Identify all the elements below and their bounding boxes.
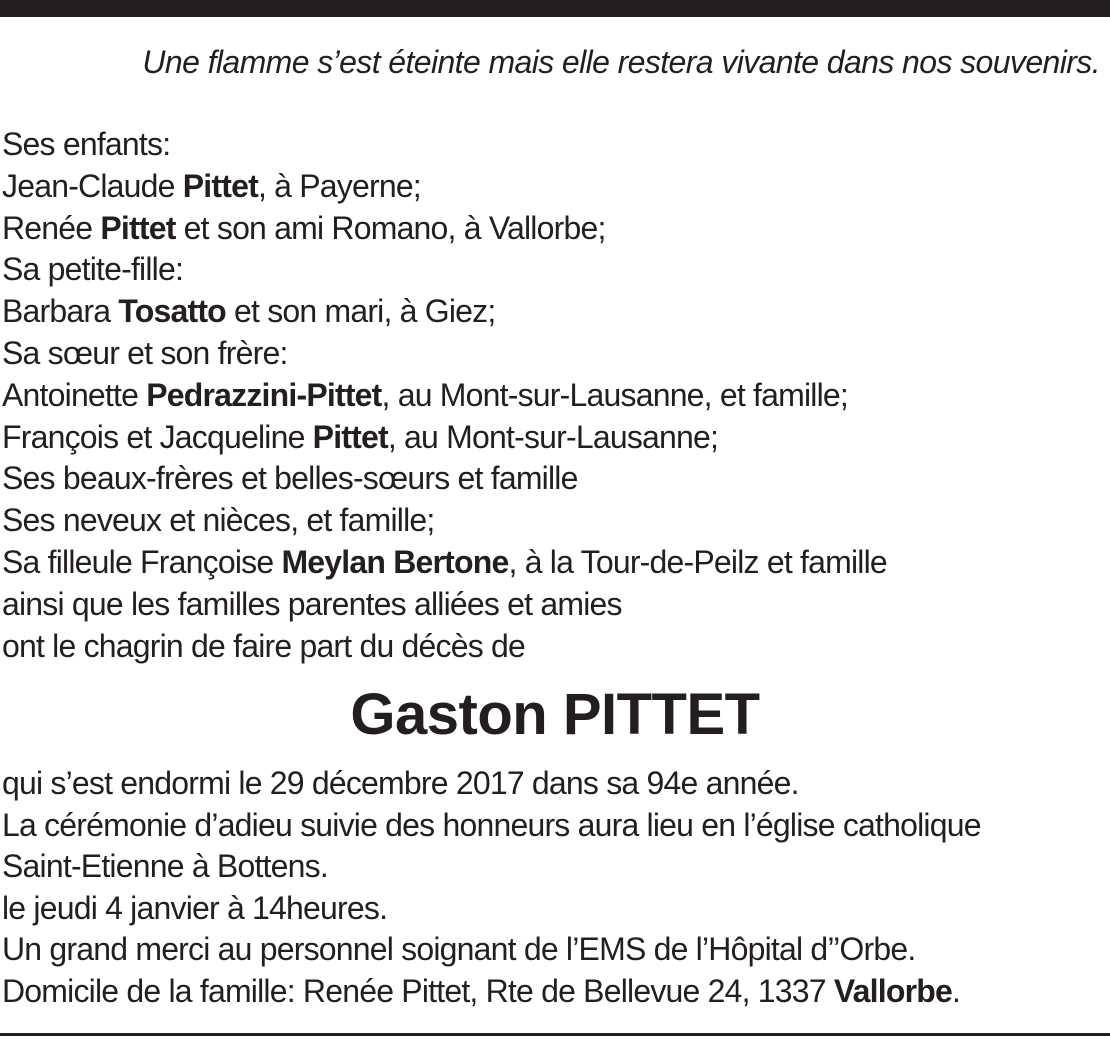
family-name: Pedrazzini-Pittet bbox=[146, 376, 382, 413]
line-text: qui s’est endormi le 29 décembre 2017 dans sa 94e année. bbox=[2, 765, 799, 801]
line-text: ont le chagrin de faire part du décès de bbox=[2, 627, 526, 664]
detail-line bbox=[2, 929, 1108, 971]
ceremony-details bbox=[2, 763, 1108, 1012]
detail-line bbox=[2, 805, 1108, 847]
bottom-rule bbox=[0, 1033, 1110, 1036]
line-text: . bbox=[951, 972, 961, 1009]
family-line bbox=[2, 584, 1108, 626]
line-text: Barbara bbox=[2, 293, 119, 330]
family-name: Tosatto bbox=[118, 293, 226, 330]
line-text: et son mari, à Giez; bbox=[225, 293, 496, 330]
family-line bbox=[2, 375, 1108, 417]
line-text: La cérémonie d’adieu suivie des honneurs aura lieu en l’église catholique bbox=[2, 806, 981, 843]
deceased-name: Gaston PITTET bbox=[350, 682, 760, 747]
line-text: Sa petite-fille: bbox=[2, 251, 184, 288]
family-line bbox=[2, 124, 1108, 166]
family-line bbox=[2, 208, 1108, 250]
line-text: Domicile de la famille: Renée Pittet, Rte de Bellevue 24, 1337 bbox=[2, 972, 834, 1009]
family-line bbox=[2, 166, 1108, 208]
line-text: , à Payerne; bbox=[257, 167, 421, 204]
line-text: Jean-Claude bbox=[2, 167, 183, 204]
epigraph: Une flamme s’est éteinte mais elle restera vivante dans nos souvenirs. bbox=[142, 44, 1100, 80]
line-text: Ses enfants: bbox=[2, 126, 171, 162]
family-line bbox=[2, 333, 1108, 375]
family-line bbox=[2, 249, 1108, 291]
line-text: , au Mont-sur-Lausanne; bbox=[387, 418, 719, 455]
family-line bbox=[2, 417, 1108, 459]
line-text: ainsi que les familles parentes alliées et amies bbox=[2, 585, 622, 622]
detail-line bbox=[2, 763, 1108, 805]
family-line bbox=[2, 542, 1108, 584]
line-text: le jeudi 4 janvier à 14heures. bbox=[2, 889, 388, 926]
line-text: Antoinette bbox=[2, 376, 147, 413]
line-text: , à la Tour-de-Peilz et famille bbox=[508, 543, 887, 580]
family-line bbox=[2, 458, 1108, 500]
detail-line bbox=[2, 888, 1108, 930]
line-text: , au Mont-sur-Lausanne, et famille; bbox=[381, 376, 849, 413]
family-name: Meylan Bertone bbox=[281, 543, 509, 580]
detail-line bbox=[2, 971, 1108, 1013]
family-line bbox=[2, 500, 1108, 542]
line-text: Sa filleule Françoise bbox=[2, 543, 282, 580]
family-name: Pittet bbox=[182, 167, 258, 204]
family-list bbox=[2, 124, 1108, 667]
line-text: François et Jacqueline bbox=[2, 418, 313, 455]
top-rule bbox=[0, 0, 1110, 17]
line-text: Saint-Etienne à Bottens. bbox=[2, 848, 328, 884]
town-name: Vallorbe bbox=[833, 972, 952, 1009]
line-text: Sa sœur et son frère: bbox=[2, 334, 288, 371]
line-text: Renée bbox=[2, 209, 101, 246]
family-name: Pittet bbox=[100, 209, 176, 246]
detail-line bbox=[2, 846, 1108, 888]
line-text: Ses beaux-frères et belles-sœurs et famille bbox=[2, 460, 578, 497]
line-text: et son ami Romano, à Vallorbe; bbox=[175, 209, 606, 246]
line-text: Ses neveux et nièces, et famille; bbox=[2, 502, 435, 539]
family-line bbox=[2, 291, 1108, 333]
family-line bbox=[2, 626, 1108, 668]
family-name: Pittet bbox=[312, 418, 388, 455]
line-text: Un grand merci au personnel soignant de l’EMS de l’Hôpital d’’Orbe. bbox=[2, 931, 916, 967]
